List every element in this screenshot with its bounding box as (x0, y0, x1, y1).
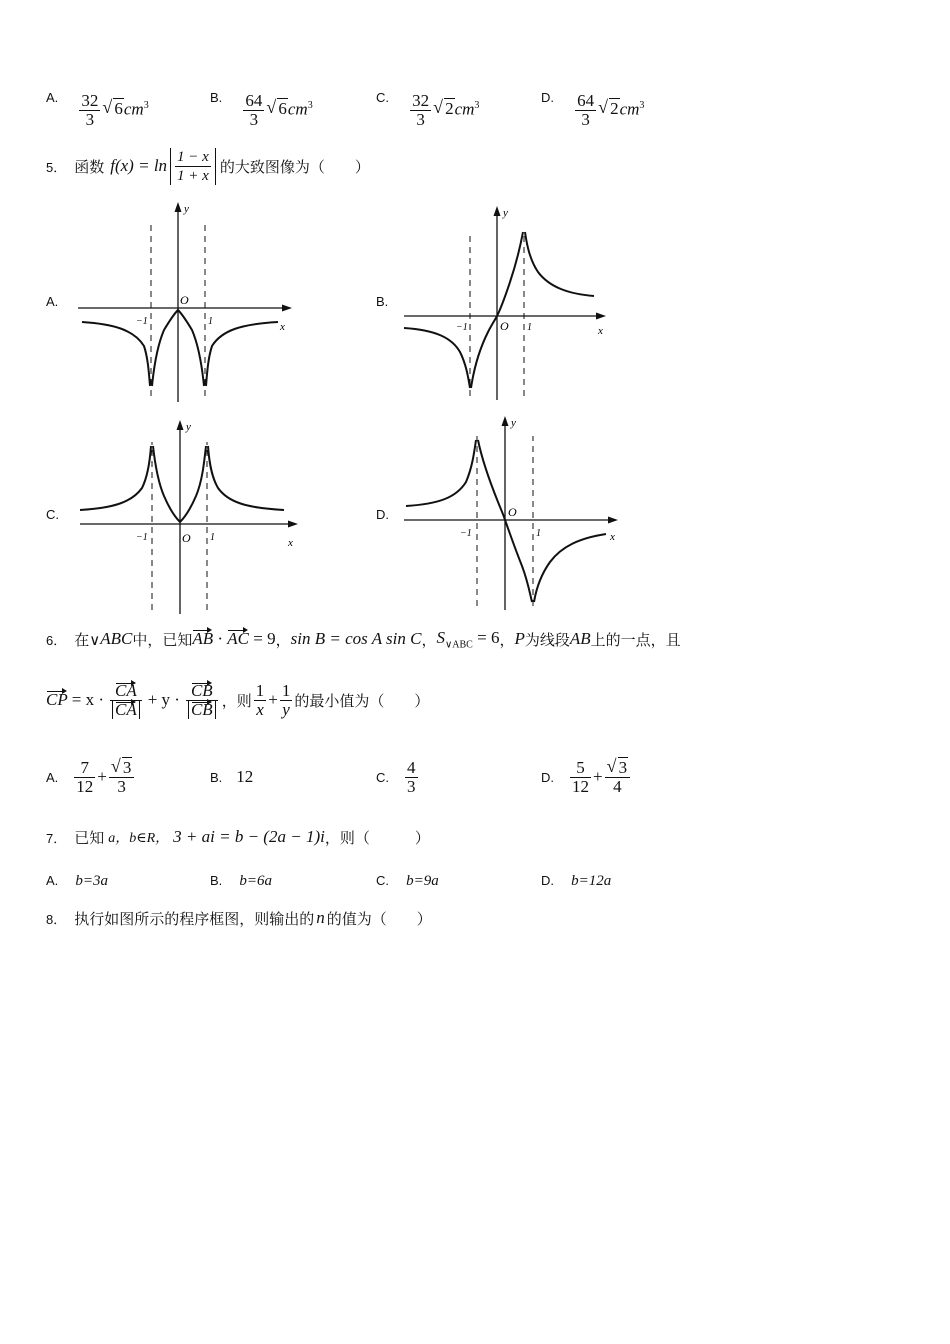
tick-neg1: −1 (136, 316, 148, 327)
area-expression: $S_{\vee ABC} = 6$ (436, 627, 500, 651)
q6-stem-line2: CP = x · $\frac{CA}{CA}$ + y · $\frac{CB}{CB}$ ，则 $\frac{1}{x}$ + $\frac{1}{y}$ 的最小值为（ ） (46, 680, 430, 719)
graph-b[interactable] (400, 200, 615, 400)
tick-neg1: −1 (136, 532, 148, 543)
option-label: D. (541, 90, 554, 106)
coefficient: $\frac{64}{3}$ (577, 91, 595, 129)
y-axis-label: y (186, 421, 191, 433)
option-label: C. (376, 90, 389, 106)
question-number: 5． (46, 159, 67, 175)
q6-option-d: D. $\frac{5}{12}$ + √ $\frac{3}{4}$ (541, 752, 632, 802)
sine-relation: sin B = cos A sin C (290, 629, 422, 648)
x-axis-label: x (288, 537, 293, 549)
question-number: 7． (46, 830, 67, 846)
option-label: A. (46, 90, 59, 106)
q6-options (0, 752, 950, 802)
tick-pos1: 1 (527, 322, 532, 333)
q6-option-a: A. $\frac{7}{12}$ + √ $\frac{3}{3}$ (46, 752, 136, 802)
radical: √ 2 (598, 99, 620, 119)
question-number: 8． (46, 911, 67, 927)
y-axis-label: y (184, 203, 189, 215)
q4-options (0, 92, 950, 142)
q5-suffix: 的大致图像为（ ） (219, 157, 370, 176)
q5-prefix: 函数 (74, 157, 105, 176)
cp-expression: CP = x · $\frac{CA}{CA}$ + y · $\frac{CB}{CB}$ (46, 682, 220, 719)
y-axis-label: y (503, 207, 508, 219)
coefficient: $\frac{32}{3}$ (412, 91, 430, 129)
graph-a-label[interactable]: A. (46, 294, 59, 309)
q7-stem: 7． 已知 a，b∈R， 3 + ai = b − (2a − 1)i ，则（ ） (46, 827, 430, 847)
q4-option-d: $^{D.}$ $\frac{64}{3}$ √ $2cm^3$ (541, 92, 644, 129)
coefficient: $\frac{32}{3}$ (81, 91, 99, 129)
radical: √ 2 (433, 99, 455, 119)
complex-equation: 3 + ai = b − (2a − 1)i (173, 827, 325, 846)
origin-label: O (182, 531, 191, 545)
coefficient: $\frac{64}{3}$ (245, 91, 263, 129)
question-number: 6． (46, 632, 67, 648)
triangle-name: ABC (100, 629, 133, 648)
graph-a[interactable] (74, 196, 300, 402)
y-axis-label: y (511, 417, 516, 429)
tick-pos1: 1 (208, 316, 213, 327)
graph-d-label[interactable]: D. (376, 507, 389, 522)
q6-option-b: B. 12 (210, 767, 254, 786)
q4-option-a: $^{A.}$ $\frac{32}{3}$ √ $6cm^3$ (46, 92, 149, 129)
q7-option-c: C. b=9a (376, 873, 439, 889)
graph-c-label[interactable]: C. (46, 507, 59, 522)
q7-option-d: D. b=12a (541, 873, 612, 889)
reciprocal-sum: $\frac{1}{x}$ + $\frac{1}{y}$ (255, 680, 291, 719)
q5-function: f(x) = ln $\frac{1 - x}{1 + x}$ (110, 148, 216, 185)
q4-option-c: $^{C.}$ $\frac{32}{3}$ √ $2cm^3$ (376, 92, 479, 129)
dot-product: AB · AC = 9 (192, 629, 276, 648)
q5-stem (46, 144, 370, 188)
x-axis-label: x (598, 325, 603, 337)
x-axis-label: x (610, 531, 615, 543)
q6-option-c: C. $\frac{4}{3}$ (376, 757, 416, 796)
tick-neg1: −1 (456, 322, 468, 333)
tick-pos1: 1 (536, 528, 541, 539)
origin-label: O (500, 319, 509, 333)
graph-c[interactable] (76, 412, 306, 614)
q8-stem: 8． 执行如图所示的程序框图，则输出的 n 的值为（ ） (46, 908, 432, 928)
graph-d[interactable] (400, 410, 626, 610)
x-axis-label: x (280, 321, 285, 333)
tick-pos1: 1 (210, 532, 215, 543)
q7-option-a: A. b=3a (46, 873, 109, 889)
origin-label: O (508, 505, 517, 519)
tick-neg1: −1 (460, 528, 472, 539)
radical: √ 6 (102, 99, 124, 119)
option-label: B. (210, 90, 223, 106)
radical: √ 6 (266, 99, 288, 119)
q7-option-b: B. b=6a (210, 873, 273, 889)
q4-option-b: $^{B.}$ $\frac{64}{3}$ √ $6cm^3$ (210, 92, 313, 129)
q7-options (0, 870, 950, 894)
q6-stem-line1: 6． 在∨ ABC 中，已知 AB · AC = 9 ， sin B = cos A sin C ， $S_{\vee ABC} = 6$ ， P 为线段 AB 上的一点，且 (46, 627, 681, 651)
graph-b-label[interactable]: B. (376, 294, 389, 309)
origin-label: O (180, 293, 189, 307)
